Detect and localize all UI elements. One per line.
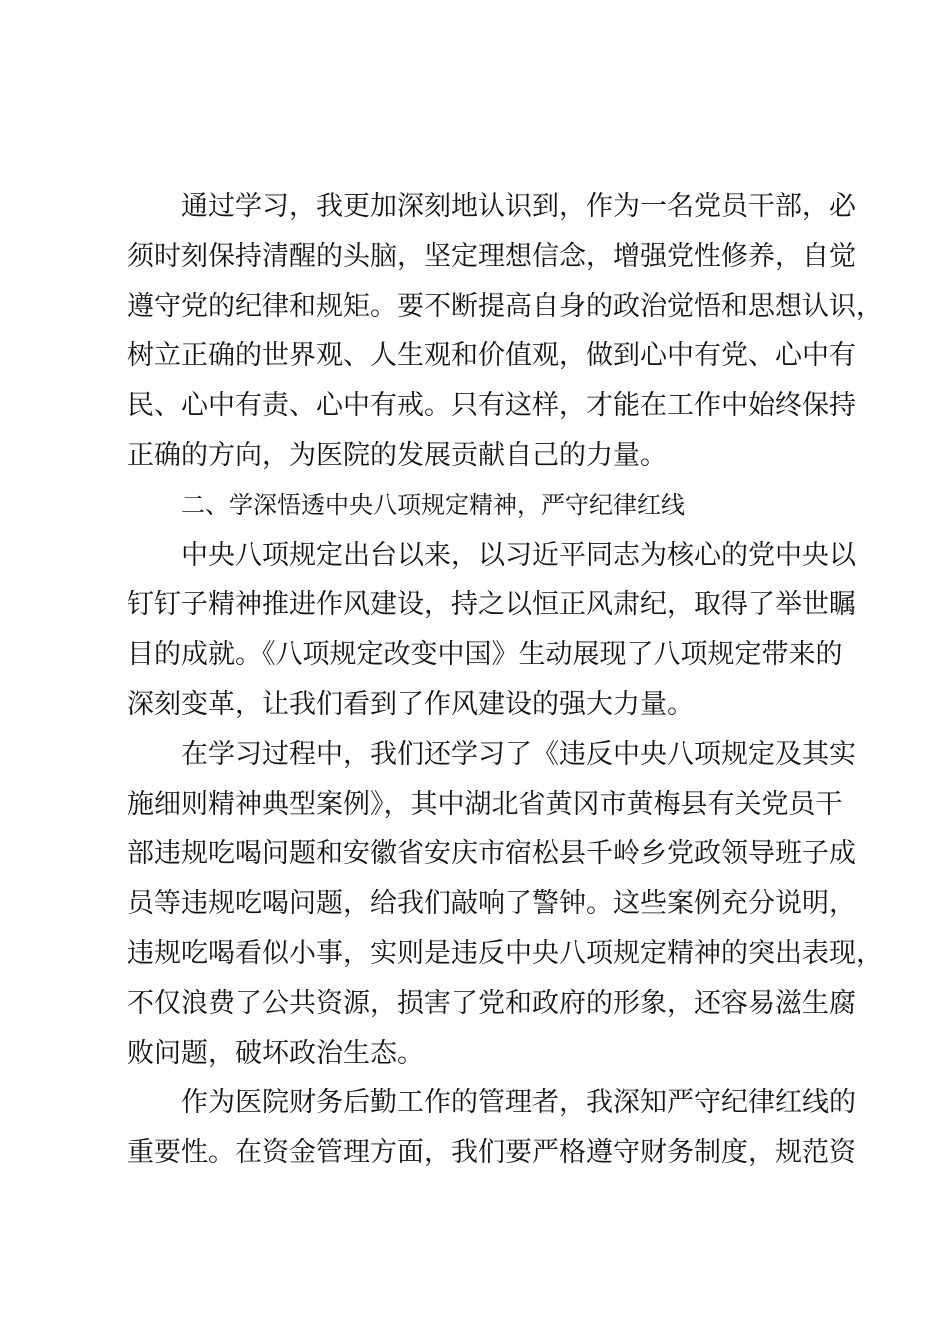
text-line: 违规吃喝看似小事，实则是违反中央八项规定精神的突出表现， bbox=[127, 937, 883, 969]
text-line: 通过学习，我更加深刻地认识到，作为一名党员干部，必 bbox=[181, 191, 856, 222]
text-line: 深刻变革，让我们看到了作风建设的强大力量。 bbox=[127, 688, 694, 720]
text-line: 树立正确的世界观、人生观和价值观，做到心中有党、心中有 bbox=[127, 340, 856, 372]
text-line: 败问题，破坏政治生态。 bbox=[127, 1037, 424, 1069]
text-line: 遵守党的纪律和规矩。要不断提高自身的政治觉悟和思想认识， bbox=[127, 290, 883, 322]
text-line: 员等违规吃喝问题，给我们敲响了警钟。这些案例充分说明， bbox=[127, 888, 856, 920]
text-line: 不仅浪费了公共资源，损害了党和政府的形象，还容易滋生腐 bbox=[127, 987, 856, 1019]
text-line: 作为医院财务后勤工作的管理者，我深知严守纪律红线的 bbox=[181, 1087, 856, 1119]
section-heading bbox=[127, 481, 827, 531]
text-line: 民、心中有责、心中有戒。只有这样，才能在工作中始终保持 bbox=[127, 390, 856, 422]
paragraph bbox=[127, 730, 883, 1079]
paragraph bbox=[127, 1078, 856, 1178]
paragraph bbox=[127, 531, 856, 730]
text-line: 在学习过程中，我们还学习了《违反中央八项规定及其实 bbox=[181, 738, 856, 770]
document-body bbox=[127, 182, 883, 1178]
paragraph bbox=[127, 182, 883, 481]
text-line: 重要性。在资金管理方面，我们要严格遵守财务制度，规范资 bbox=[127, 1137, 856, 1169]
text-line: 目的成就。《八项规定改变中国》生动展现了八项规定带来的 bbox=[127, 639, 843, 671]
text-line: 须时刻保持清醒的头脑，坚定理想信念，增强党性修养，自觉 bbox=[127, 240, 856, 272]
heading-text: 二、学深悟透中央八项规定精神，严守纪律红线 bbox=[181, 490, 685, 519]
text-line: 钉钉子精神推进作风建设，持之以恒正风肃纪，取得了举世瞩 bbox=[127, 589, 856, 621]
text-line: 中央八项规定出台以来，以习近平同志为核心的党中央以 bbox=[181, 539, 856, 571]
text-line: 施细则精神典型案例》，其中湖北省黄冈市黄梅县有关党员干 bbox=[127, 788, 843, 820]
text-line: 部违规吃喝问题和安徽省安庆市宿松县千岭乡党政领导班子成 bbox=[127, 838, 856, 870]
text-line: 正确的方向，为医院的发展贡献自己的力量。 bbox=[127, 439, 667, 471]
